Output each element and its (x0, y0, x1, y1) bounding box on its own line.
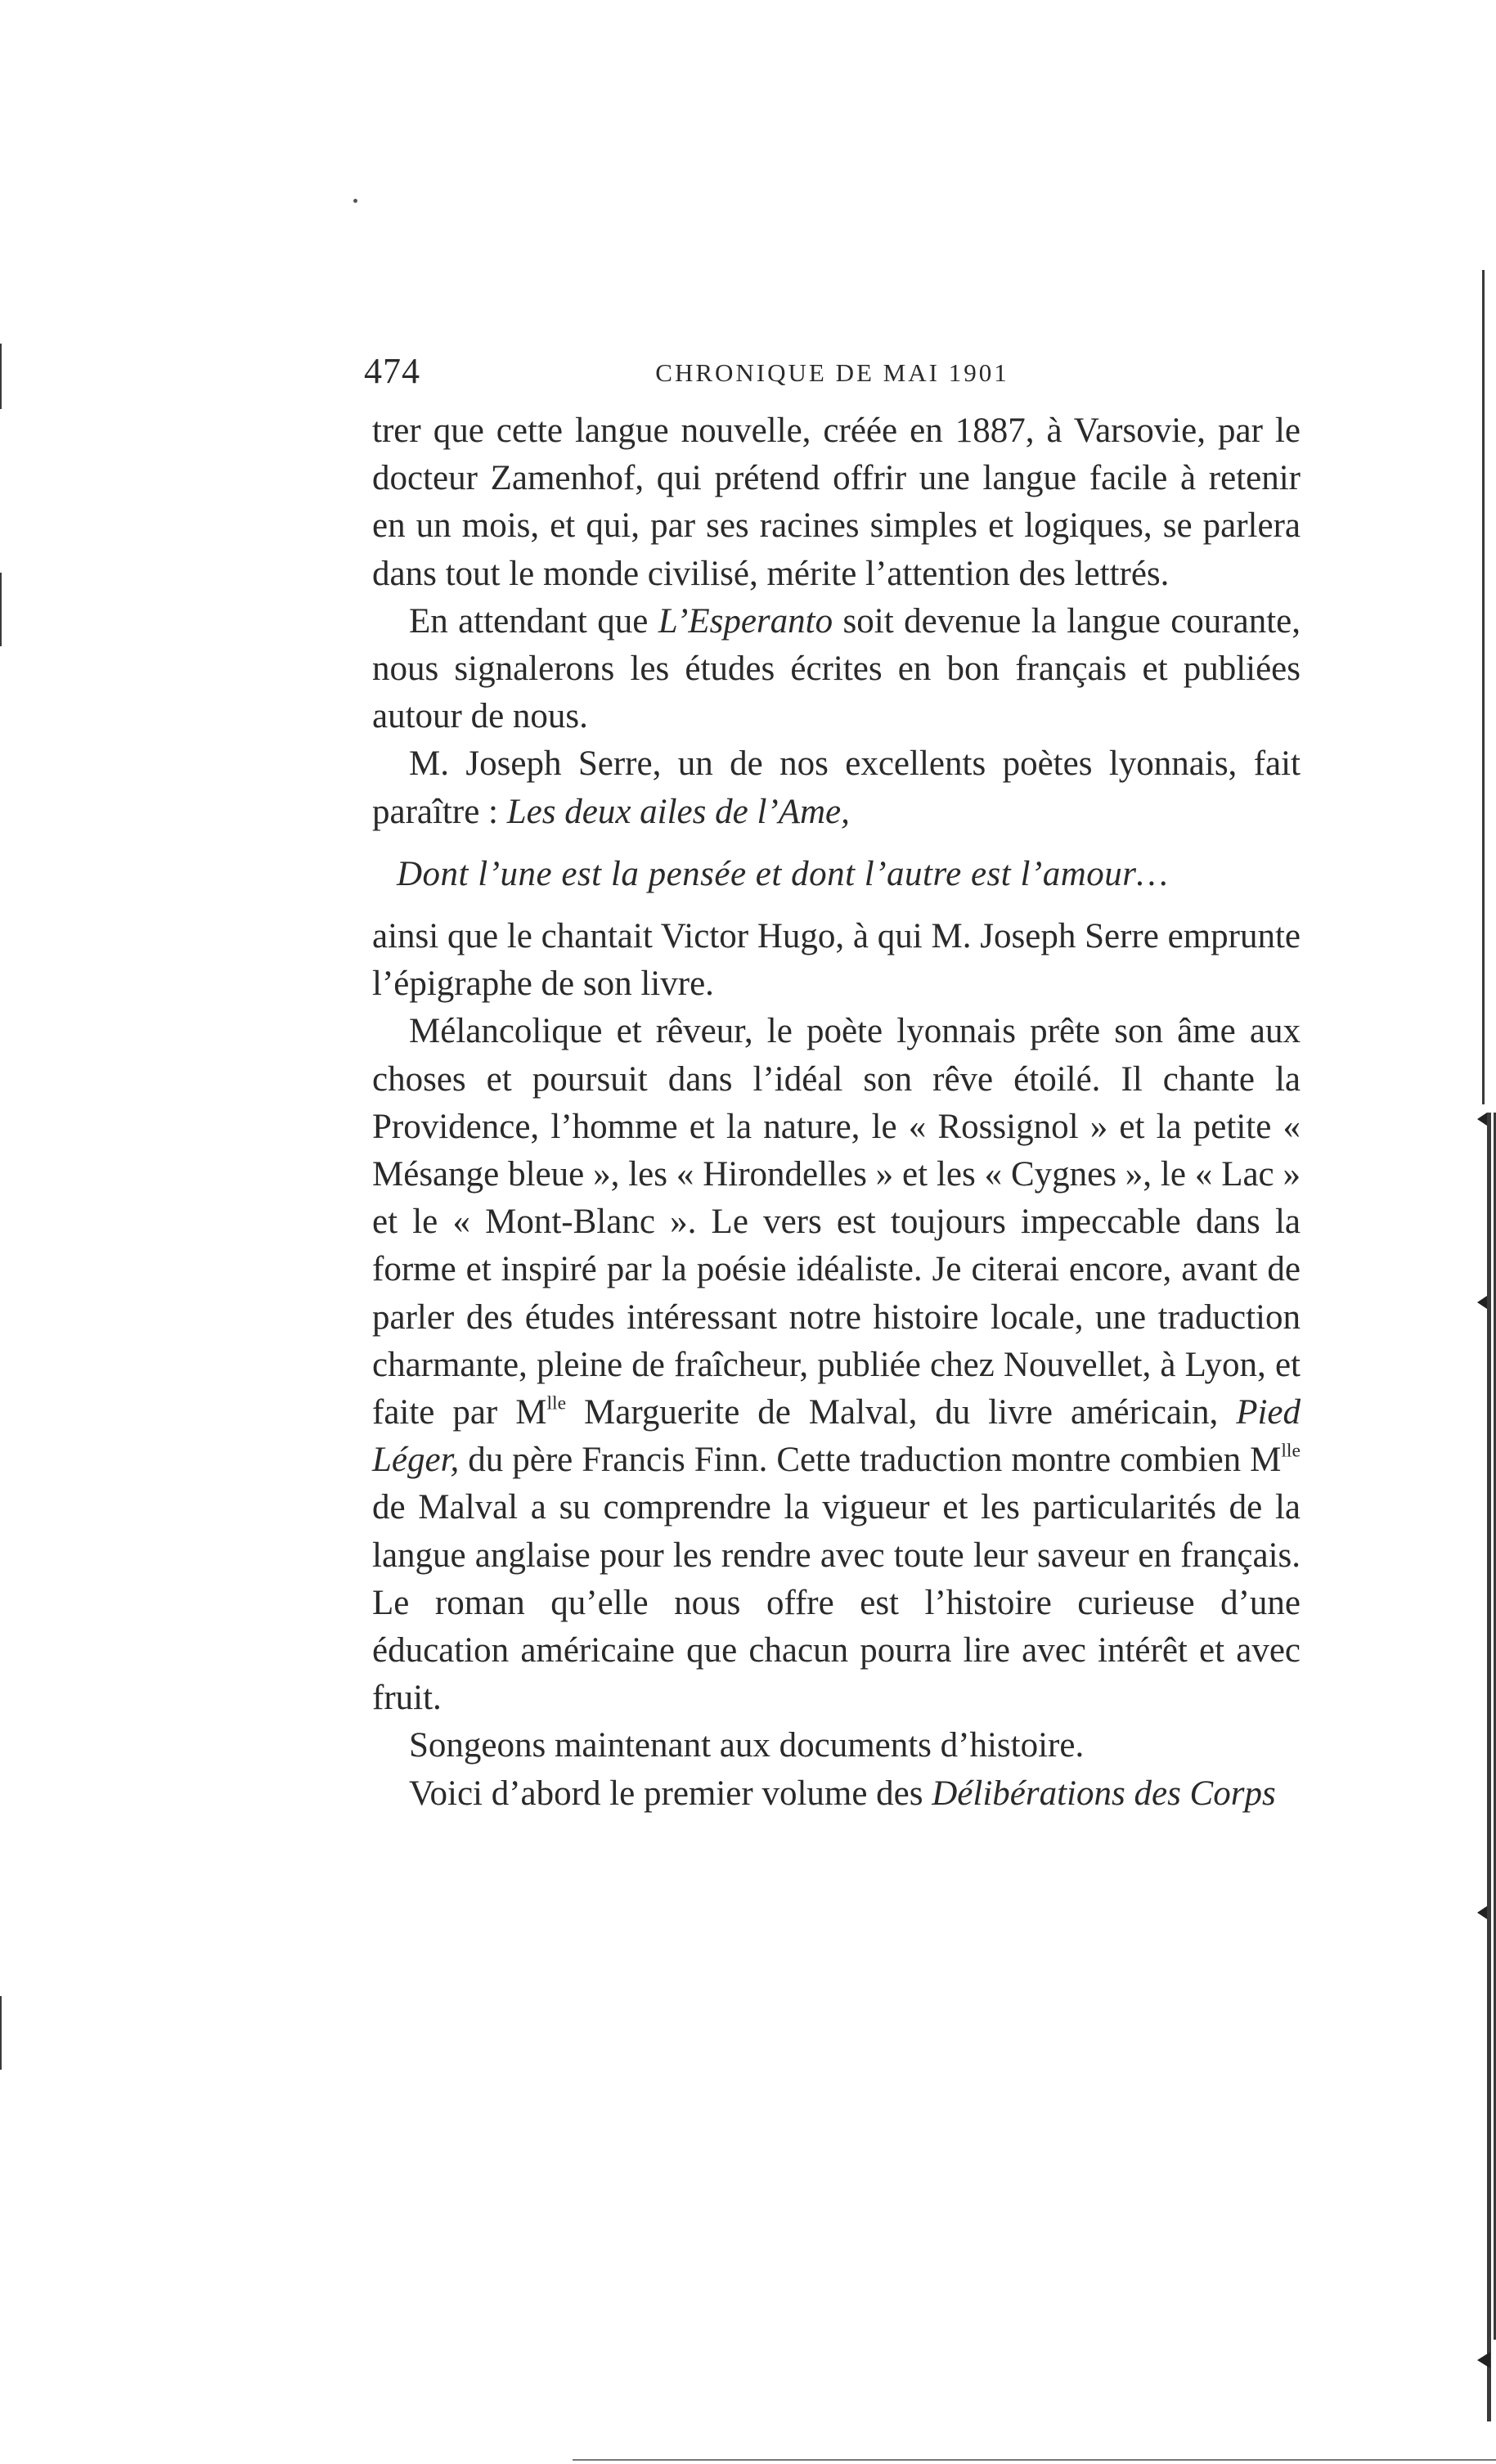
running-head: CHRONIQUE DE MAI 1901 (655, 358, 1009, 387)
paragraph-5-text-a: Mélancolique et rêveur, le poète lyonnais prête son âme aux choses et poursuit dans l’idéal son rêve étoilé. Il chante la Providence, l’homme et la nature, le « Rossignol » et la petite « Mésange bleue », les « Hirondelles » et les « Cygnes », le « Lac » et le « Mont-Blanc ». Le vers est toujours impeccable dans la forme et inspiré par la poésie idéaliste. Je citerai encore, avant de parler des études intéressant notre histoire locale, une traduction charmante, pleine de fraîcheur, publiée chez Nouvellet, à Lyon, et faite par M (372, 1012, 1301, 1432)
page-number: 474 (364, 351, 420, 391)
deliberations-title: Délibérations des Corps (932, 1774, 1276, 1813)
paragraph-2-text-a: En attendant que (409, 601, 658, 641)
right-edge-rule (1487, 1113, 1491, 2421)
right-edge-arrow (1477, 2352, 1490, 2368)
abbrev-superscript-2: lle (1281, 1440, 1301, 1462)
verse-quote: Dont l’une est la pensée et dont l’autre est l’amour… (397, 854, 1169, 893)
paragraph-2 (372, 598, 1301, 741)
scan-speck (353, 199, 357, 203)
paragraph-3 (372, 740, 1301, 835)
book-title-pied-leger: Pied Léger, (372, 1393, 1301, 1480)
paragraph-4: ainsi que le chantait Victor Hugo, à qui M. Joseph Serre emprunte l’épigraphe de son livre. (372, 917, 1301, 1004)
paragraph-6: Songeons maintenant aux documents d’histoire. (409, 1726, 1085, 1765)
book-title-deux-ailes: Les deux ailes de l’Ame, (506, 792, 850, 831)
paragraph-2-text-b: soit devenue la langue courante, nous signalerons les études écrites en bon français et publiées autour de nous. (372, 601, 1301, 736)
paragraph-1: trer que cette langue nouvelle, créée en 1887, à Varsovie, par le docteur Zamenhof, qui prétend offrir une langue facile à retenir en un mois, et qui, par ses racines simples et logiques, se parlera dans tout le monde civilisé, mérite l’attention des lettrés. (372, 411, 1301, 593)
paragraph-3-text-a: M. Joseph Serre, un de nos excellents poètes lyonnais, fait paraître : (372, 744, 1301, 831)
left-edge-mark (0, 573, 2, 646)
paragraph-5 (372, 1008, 1301, 1722)
right-edge-arrow (1477, 1113, 1487, 1126)
left-edge-mark (0, 344, 2, 409)
right-edge-arrow (1477, 1296, 1487, 1309)
esperanto-title: L’Esperanto (658, 601, 833, 641)
bottom-edge-rule (573, 2459, 1496, 2461)
left-edge-mark (0, 1996, 2, 2070)
paragraph-5-text-d: de Malval a su comprendre la vigueur et les particularités de la langue anglaise pour les rendre avec toute leur saveur en français. Le roman qu’elle nous offre est l’histoire curieuse d’une éducation américaine que chacun pourra lire avec intérêt et avec fruit. (372, 1488, 1301, 1718)
abbrev-superscript-1: lle (546, 1392, 567, 1414)
page-header (364, 342, 1301, 399)
paragraph-5-text-b: Marguerite de Malval, du livre américain, (566, 1393, 1237, 1432)
right-edge-rule (1482, 270, 1485, 1104)
right-edge-arrow (1477, 1906, 1487, 1919)
body-text (372, 407, 1301, 1818)
paragraph-7 (372, 1770, 1301, 1818)
paragraph-5-text-c: du père Francis Finn. Cette traduction montre combien M (459, 1441, 1282, 1480)
paragraph-7-text-a: Voici d’abord le premier volume des (409, 1774, 932, 1813)
